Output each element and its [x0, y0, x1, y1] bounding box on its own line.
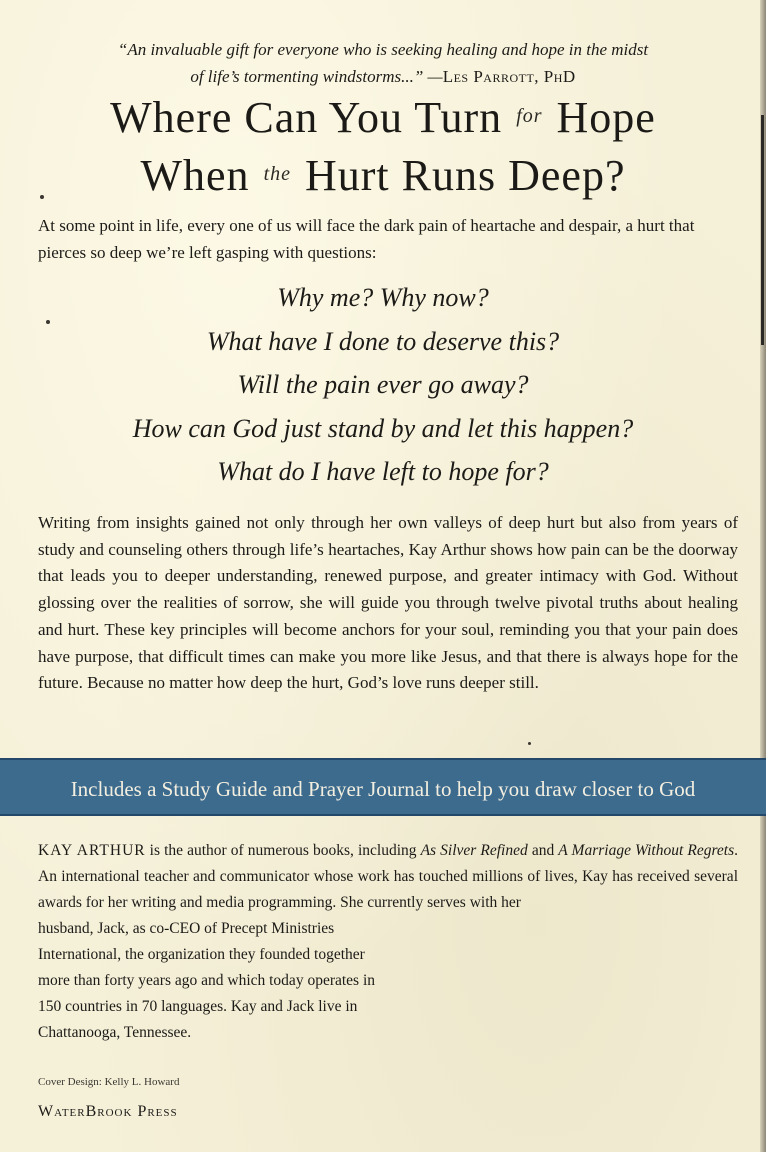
- bio-text: . An international teacher and communicator whose work has touched millions of lives, Kay has received several awards for her writing and media programming. She currently serves with her: [38, 842, 738, 911]
- author-name: KAY ARTHUR: [38, 842, 146, 859]
- book-title: A Marriage Without Regrets: [558, 842, 735, 859]
- headline-line-2: [0, 150, 766, 201]
- headline-connector: for: [516, 105, 543, 127]
- paper-speck: [46, 320, 50, 324]
- bio-text: and: [527, 842, 559, 859]
- headline-part: When: [140, 151, 250, 200]
- author-bio-continued: husband, Jack, as co-CEO of Precept Ministries International, the organization they founded together more than forty years ago and which today operates in 150 countries in 70 languages. Kay and Jack live in Chattanooga, Tennessee.: [38, 920, 376, 1041]
- paper-speck: [528, 742, 531, 745]
- endorsement-quote: [0, 36, 766, 90]
- author-bio: [38, 838, 738, 916]
- quote-line-1: “An invaluable gift for everyone who is seeking healing and hope in the midst: [117, 40, 649, 59]
- cover-design-credit: Cover Design: Kelly L. Howard: [38, 1076, 180, 1088]
- question-item: Why me? Why now?: [277, 283, 489, 312]
- question-list: [0, 276, 766, 494]
- question-item: How can God just stand by and let this happen?: [132, 413, 634, 443]
- headline-part: Hope: [556, 93, 656, 142]
- headline-part: Hurt Runs Deep?: [305, 151, 626, 200]
- question-item: What have I done to deserve this?: [206, 326, 560, 356]
- question-item: What do I have left to hope for?: [217, 457, 549, 486]
- question-item: Will the pain ever go away?: [237, 370, 529, 399]
- headline-line-1: [0, 92, 766, 143]
- quote-line-2: [0, 63, 766, 90]
- book-title: As Silver Refined: [420, 842, 528, 859]
- paper-speck: [40, 195, 44, 199]
- quote-author: Les Parrott, PhD: [442, 67, 576, 86]
- description-paragraph: Writing from insights gained not only through her own valleys of deep hurt but also from years of study and counseling others through life’s heartaches, Kay Arthur shows how pain can be the doorway that leads you to deeper understanding, renewed purpose, and greater intimacy with God. Without glossing over the realities of sorrow, she will guide you through twelve pivotal truths about healing and hurt. These key principles will become anchors for your soul, reminding you that your pain does have purpose, that difficult times can make you more like Jesus, and that there is always hope for the future. Because no matter how deep the hurt, God’s love runs deeper still.: [38, 513, 738, 693]
- intro-paragraph: At some point in life, every one of us will face the dark pain of heartache and despair, a hurt that pierces so deep we’re left gasping with questions:: [38, 216, 695, 262]
- headline-connector: the: [263, 163, 291, 185]
- quote-text: of life’s tormenting windstorms...” —: [190, 67, 443, 86]
- headline-part: Where Can You Turn: [110, 93, 503, 142]
- bio-text: is the author of numerous books, including: [145, 842, 421, 859]
- publisher-name: WaterBrook Press: [38, 1103, 178, 1120]
- study-guide-banner: Includes a Study Guide and Prayer Journal to help you draw closer to God: [0, 758, 766, 816]
